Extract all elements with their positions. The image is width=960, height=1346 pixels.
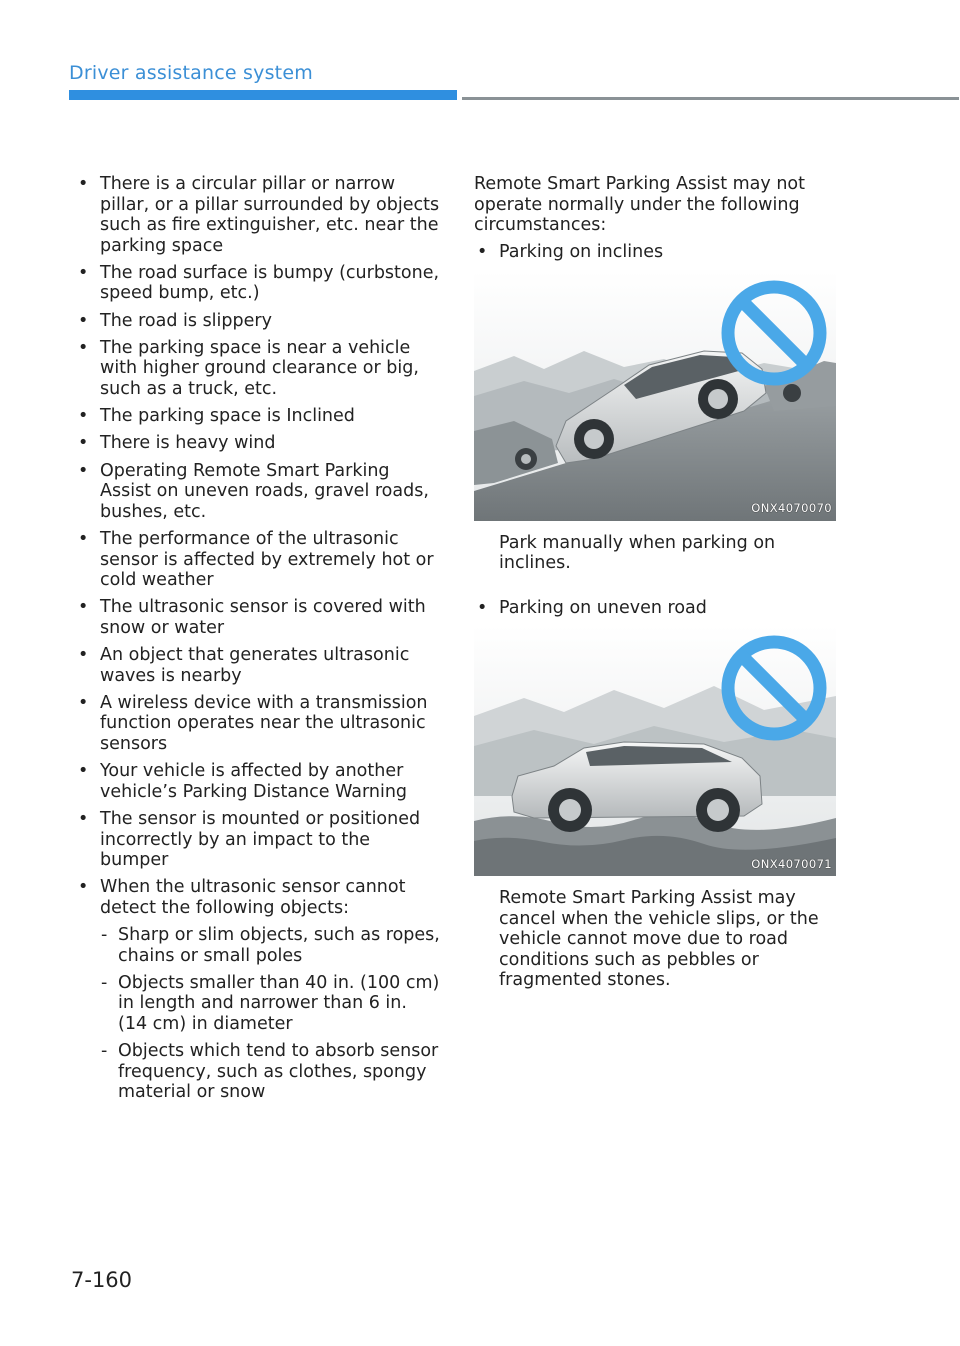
uneven-road-illustration [474,626,836,876]
incline-illustration [474,271,836,521]
list-item: • The road surface is bumpy (curbstone, speed bump, etc.) [75,263,440,304]
intro-paragraph: Remote Smart Parking Assist may not operate normally under the following circumstances: [474,174,805,235]
section-title: Driver assistance system [69,62,313,84]
incline-parking-figure [474,271,836,521]
list-item: • Your vehicle is affected by another vehicle’s Parking Distance Warning [75,761,440,802]
list-item: • The road is slippery [75,311,440,332]
left-column [75,174,440,1110]
right-column [474,174,836,991]
list-item: • There is a circular pillar or narrow pillar, or a pillar surrounded by objects such as fire extinguisher, etc. near the parking space [75,174,440,256]
sub-list-item: - Objects which tend to absorb sensor frequency, such as clothes, spongy material or snow [75,1041,440,1103]
list-item: • There is heavy wind [75,433,440,454]
header-rule [462,97,959,100]
figure-caption: Remote Smart Parking Assist may cancel when the vehicle slips, or the vehicle cannot move due to road conditions such as pebbles or fragmented stones. [499,888,819,991]
list-item: • An object that generates ultrasonic waves is nearby [75,645,440,686]
list-item: • Parking on uneven road [474,598,836,619]
figure-code: ONX4070070 [751,501,832,516]
list-item: • The parking space is near a vehicle with higher ground clearance or big, such as a truck, etc. [75,338,440,400]
list-item: • The sensor is mounted or positioned incorrectly by an impact to the bumper [75,809,440,871]
list-item: • The performance of the ultrasonic sensor is affected by extremely hot or cold weather [75,529,440,591]
condition-list [75,174,440,1103]
figure-code: ONX4070071 [751,856,832,871]
list-item: • Parking on inclines [474,242,836,263]
list-item: • When the ultrasonic sensor cannot detect the following objects: [75,877,440,918]
list-item: • The ultrasonic sensor is covered with snow or water [75,597,440,638]
page-number: 7-160 [71,1268,133,1292]
figure-caption: Park manually when parking on inclines. [499,532,776,574]
sub-list-item: - Objects smaller than 40 in. (100 cm) in length and narrower than 6 in. (14 cm) in diameter [75,973,440,1035]
list-item: • Operating Remote Smart Parking Assist on uneven roads, gravel roads, bushes, etc. [75,461,440,523]
header-rule-accent [69,90,457,100]
list-item: • The parking space is Inclined [75,406,440,427]
sub-list-item: - Sharp or slim objects, such as ropes, chains or small poles [75,925,440,966]
list-item: • A wireless device with a transmission function operates near the ultrasonic sensors [75,693,440,755]
uneven-road-figure [474,626,836,876]
